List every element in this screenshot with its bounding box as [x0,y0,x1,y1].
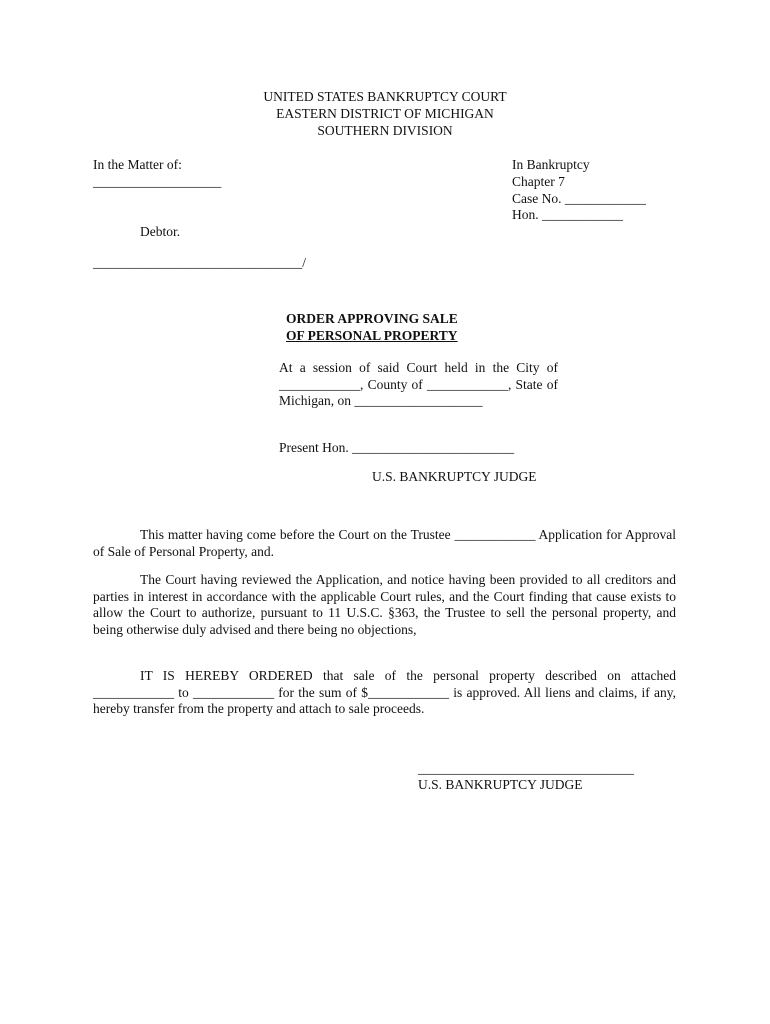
paragraph-findings: The Court having reviewed the Application, and notice having been provided to all creditors and parties in interest in accordance with the applicable Court rules, and the Court finding that cause exists to allow the Court to authorize, pursuant to 11 U.S.C. §363, the Trustee to sell the personal property, and being otherwise duly advised and there being no objections, [93,572,676,637]
debtor-label: Debtor. [140,224,181,239]
caption-closing-line: _______________________________/ [93,255,307,270]
court-district: EASTERN DISTRICT OF MICHIGAN [276,106,494,121]
session-statement: At a session of said Court held in the City of ____________, County of ____________, State of Michigan, on ___________________ [279,360,558,408]
paragraph-order: IT IS HEREBY ORDERED that sale of the personal property described on attached ____________ to ____________ for the sum of $____________ is approved. All liens and claims, if any, hereby transfer from the property and attach to sale proceeds. [93,668,676,716]
matter-of-label: In the Matter of: [93,157,182,172]
court-division: SOUTHERN DIVISION [317,123,453,138]
case-number-field: Case No. ____________ [512,191,646,206]
signature-line: ________________________________ [418,761,634,776]
present-hon-field: Present Hon. ________________________ [279,440,515,455]
paragraph-matter: This matter having come before the Court on the Trustee ____________ Application for Approval of Sale of Personal Property, and. [93,527,676,559]
judge-name-field: Hon. ____________ [512,207,623,222]
in-bankruptcy-label: In Bankruptcy [512,157,590,172]
order-title-line1: ORDER APPROVING SALE [286,311,458,326]
session-judge-label: U.S. BANKRUPTCY JUDGE [372,469,537,484]
signature-judge-label: U.S. BANKRUPTCY JUDGE [418,777,583,792]
court-name: UNITED STATES BANKRUPTCY COURT [263,89,507,104]
chapter-label: Chapter 7 [512,174,565,189]
debtor-name-blank: ___________________ [93,174,222,189]
order-title-line2: OF PERSONAL PROPERTY [286,328,458,343]
